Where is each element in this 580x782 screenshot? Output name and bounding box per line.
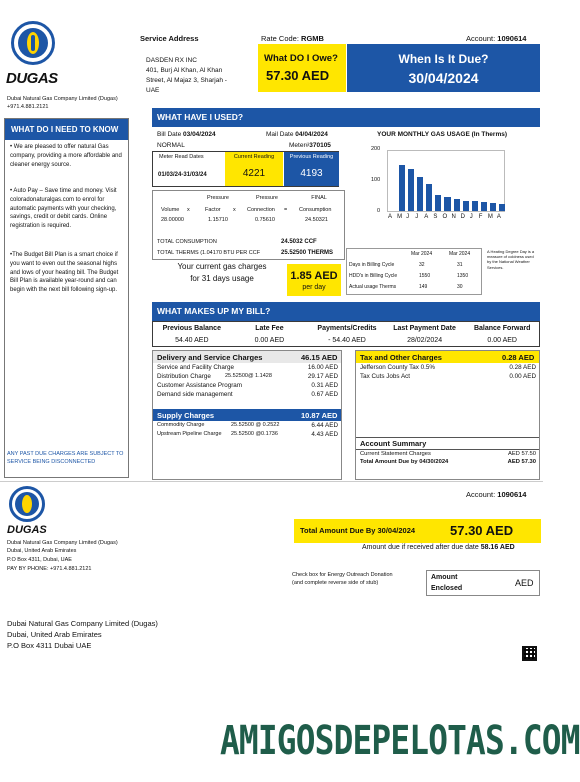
delivery-title: Delivery and Service Charges [157,353,263,362]
charge-rate: 25.52500@ 1.1428 [225,373,272,379]
charge-amount: 0.28 AED [509,364,536,371]
used-title: WHAT HAVE I USED? [152,108,540,127]
calc-equals: = [284,207,288,213]
billing-cycle-table [346,248,482,295]
summary-value: 54.40 AED [175,337,209,344]
charge-amount: 16.00 AED [307,364,338,371]
stub-total-amount: 57.30 AED [450,523,514,538]
chart-xtick-label: A [496,214,501,220]
read-type: NORMAL [157,142,185,149]
calc-value-consumption: 24.50321 [305,217,328,223]
chart-bar [435,195,441,212]
company-name: Dubai Natural Gas Company Limited (Dugas) [7,96,118,102]
stub-logo-text: DUGAS [7,524,47,536]
chart-bar [499,204,505,212]
stub-account: Account: 1090614 [466,490,527,499]
calc-factor: Factor [205,207,221,213]
service-name: DASDEN RX INC [146,57,197,64]
chart-bar [490,203,496,211]
current-reading-header: Current Reading [225,152,283,162]
supply-total: 10.87 AED [301,411,338,420]
charge-rate: 25.52500 @ 0.2522 [231,422,280,428]
logo-text: DUGAS [6,70,58,87]
watermark: AMIGOSDEPELOTAS.COM [220,718,580,764]
need-to-know-p3: •The Budget Bill Plan is a smart choice if you want to even out the seasonal highs and lows of your heating bill. The Budget Bill Plan is available year-round and can begin with the next bill following sign-up. [10,252,119,294]
due-date: 30/04/2024 [408,70,479,86]
previous-reading-header: Previous Reading [284,152,339,162]
qr-code-icon [522,646,537,661]
mail-date: Mail Date 04/04/2024 [266,131,328,138]
account-summary-value: AED 57.30 [507,459,536,465]
cycle-cell: 1550 [419,273,431,279]
charge-label: Commodity Charge [157,422,205,428]
stub-after-due: Amount due if received after due date 58.16 AED [362,544,515,551]
tax-title: Tax and Other Charges [360,353,442,362]
enclosed-currency: AED [515,578,534,588]
chart-bar [481,202,487,211]
cycle-cell: 149 [419,284,428,290]
calc-value-volume: 28.00000 [161,217,184,223]
bill-title: WHAT MAKES UP MY BILL? [152,302,540,321]
account-summary-value: AED 57.50 [507,451,536,457]
charge-label: Tax Cuts Jobs Act [360,373,411,380]
footer-pobox: P.O Box 4311 Dubai UAE [7,641,92,650]
stub-total-box [294,519,541,543]
logo-emblem-icon [11,21,55,65]
total-therms-label: TOTAL THERMS (1.04170 BTU PER CCF [157,250,261,256]
chart-plot [387,150,505,212]
delivery-total: 46.15 AED [301,353,338,362]
past-due-notice: ANY PAST DUE CHARGES ARE SUBJECT TO SERVICE BEING DISCONNECTED [7,451,124,465]
stub-divider [0,481,543,482]
meter-readings-table [152,151,339,187]
delivery-panel [152,350,342,480]
chart-xtick-label: S [433,214,438,220]
cycle-cell: HDD's in Billing Cycle [349,273,398,279]
calc-connection: Connection [247,207,275,213]
account-summary-label: Total Amount Due by 04/30/2024 [360,459,449,465]
chart-ytick-200: 200 [371,146,381,152]
need-to-know-title: WHAT DO I NEED TO KNOW [5,119,128,140]
chart-xtick-label: M [487,214,493,220]
current-reading: 4221 [225,162,283,186]
chart-bar [463,201,469,212]
calc-header-pressure1: Pressure [206,195,229,201]
summary-header: Payments/Credits [317,325,377,332]
chart-area [363,146,538,222]
stub-logo-emblem-icon [9,486,45,522]
stub-company-name: Dubai Natural Gas Company Limited (Dugas) [7,540,118,546]
total-therms: 25.52500 THERMS [281,250,334,256]
chart-bar [417,177,423,212]
summary-value: 0.00 AED [254,337,285,344]
company-phone: +971.4.881.2121 [7,104,49,110]
charge-label: Customer Assistance Program [157,382,243,389]
tax-panel [355,350,540,480]
chart-xtick-label: M [397,214,403,220]
cycle-cell: 31 [457,262,463,268]
meter-number: Meter#370105 [289,142,331,149]
daily-text1: Your current gas charges [177,262,267,271]
chart-xtick-label: D [460,214,465,220]
chart-xtick-label: N [451,214,456,220]
need-to-know-p1: • We are pleased to offer natural Gas company, providing a more affordable and cleaner energy source. [10,144,122,168]
charge-label: Jefferson County Tax 0.5% [360,364,436,371]
calc-consumption: Consumption [299,207,332,213]
charge-amount: 29.17 AED [307,373,338,380]
chart-ytick-100: 100 [371,177,381,183]
consumption-calc [152,190,345,260]
chart-bar [444,197,450,211]
total-consumption-label: TOTAL CONSUMPTION [157,239,217,245]
charge-label: Demand side management [157,391,233,398]
calc-x2: x [233,207,236,213]
calc-header-final: FINAL [311,195,327,201]
charge-label: Service and Facility Charge [157,364,234,371]
charge-label: Upstream Pipeline Charge [157,431,222,437]
chart-title: YOUR MONTHLY GAS USAGE (In Therms) [377,131,508,138]
previous-reading: 4193 [284,162,339,186]
chart-xlabels [387,214,505,222]
daily-amount: 1.85 AED [290,270,338,282]
tax-total: 0.28 AED [502,353,535,362]
charge-label: Distribution Charge [157,373,211,380]
account-number: Account: 1090614 [466,34,527,43]
chart-bar [472,201,478,211]
summary-value: 0.00 AED [487,337,517,344]
bill-date: Bill Date 03/04/2024 [157,131,216,138]
chart-xtick-label: J [406,214,410,220]
summary-header: Previous Balance [162,325,221,332]
owe-amount: 57.30 AED [266,68,330,83]
summary-header: Balance Forward [473,325,531,332]
charge-amount: 0.00 AED [509,373,536,380]
service-line1: 401, Burj Al Khan, Al Khan [146,67,223,74]
read-dates: 01/03/24-31/03/24 [158,172,207,178]
dugas-logo [6,20,60,90]
chart-xtick-label: J [415,214,419,220]
amount-enclosed-box[interactable] [426,570,540,596]
charge-amount: 0.31 AED [311,382,338,389]
daily-cost-box [287,264,341,296]
due-box [347,44,540,92]
cycle-cell: 32 [419,262,425,268]
cycle-cell: Days in Billing Cycle [349,262,395,268]
enclosed-label1: Amount [431,574,458,581]
summary-value: 28/02/2024 [407,337,443,344]
stub-total-label: Total Amount Due By 30/04/2024 [300,526,416,535]
chart-xtick-label: F [478,214,483,220]
service-line3: UAE [146,87,160,94]
enclosed-label2: Enclosed [431,585,463,592]
stub-pay-by-phone: PAY BY PHONE: +971.4.881.2121 [7,566,92,572]
daily-text2: for 31 days usage [190,274,254,283]
balance-summary [152,321,540,347]
chart-xtick-label: A [424,214,429,220]
footer-city: Dubai, United Arab Emirates [7,630,102,639]
hdd-note: A Heating Degree Day is a measure of coldness used by the National Weather Services. [487,249,535,270]
cycle-cell: Actual usage Therms [349,284,397,290]
dates-header: Meter Read Dates [159,154,204,160]
charge-amount: 0.67 AED [311,391,338,398]
chart-xtick-label: J [469,214,473,220]
calc-x1: x [187,207,190,213]
stub-company-city: Dubai, United Arab Emirates [7,548,77,554]
service-address-heading: Service Address [140,34,199,43]
footer-name: Dubai Natural Gas Company Limited (Dugas) [7,619,158,628]
supply-title: Supply Charges [157,411,215,420]
calc-value-connection: 0.75610 [255,217,275,223]
need-to-know-panel [4,118,129,478]
chart-bar [408,169,414,211]
cycle-cell: 30 [457,284,463,290]
rate-code: Rate Code: RGMB [261,34,324,43]
calc-value-factor: 1.15710 [208,217,228,223]
cycle-header: Mar 2024 [411,251,433,257]
summary-header: Last Payment Date [393,325,456,332]
summary-header: Late Fee [255,325,284,332]
chart-bar [399,165,405,212]
calc-header-pressure2: Pressure [255,195,278,201]
chart-xtick-label: A [388,214,393,220]
service-line2: Street, Al Majaz 3, Sharjah - [146,77,227,84]
owe-box [258,44,346,92]
chart-ytick-0: 0 [377,208,381,214]
cycle-header: Mar 2024 [449,251,471,257]
charge-rate: 25.52500 @0.1736 [231,431,278,437]
total-consumption: 24.5032 CCF [281,239,317,245]
charge-amount: 4.43 AED [311,431,338,438]
daily-unit: per day [302,284,326,291]
account-summary-label: Current Statement Charges [360,451,431,457]
chart-bar [426,184,432,211]
summary-value: - 54.40 AED [328,337,366,344]
due-label: When Is It Due? [398,52,489,66]
account-summary-title: Account Summary [360,439,427,448]
cycle-cell: 1350 [457,273,469,279]
outreach-line1: Check box for Energy Outreach Donation [292,572,393,578]
stub-company-pobox: P.O Box 4311, Dubai, UAE [7,557,72,563]
calc-volume: Volume [161,207,180,213]
stub-logo [6,486,56,536]
charge-amount: 6.44 AED [311,422,338,429]
need-to-know-p2: • Auto Pay – Save time and money. Visit coloradonaturalgas.com to enrol for automatic payments with your checking, savings, credit or debit cards. Online registration is required. [10,188,117,230]
chart-xtick-label: O [442,214,448,220]
owe-label: What DO I Owe? [264,53,338,64]
chart-bar [454,199,460,211]
outreach-line2: (and complete reverse side of stub) [292,580,379,586]
